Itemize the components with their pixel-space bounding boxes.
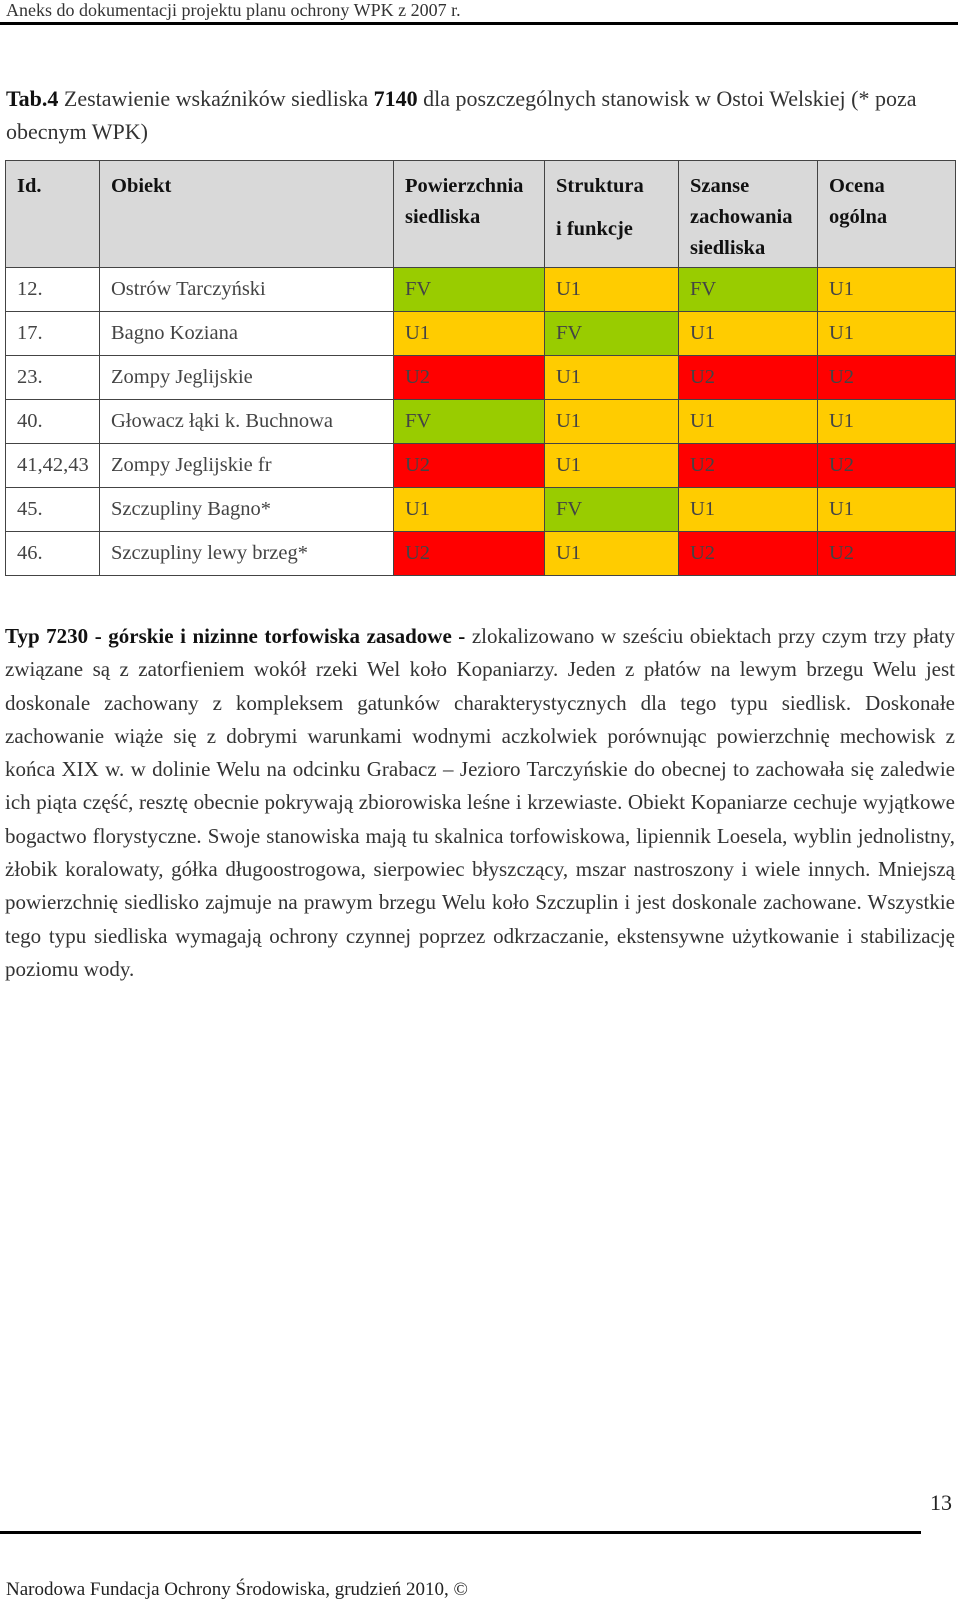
page-footer: Narodowa Fundacja Ochrony Środowiska, grudzień 2010, © [6, 1579, 468, 1600]
cell-id: 23. [6, 356, 100, 400]
header-szanse-line3: siedliska [690, 237, 766, 259]
cell-id: 41,42,43 [6, 444, 100, 488]
table-row [6, 444, 956, 488]
cell-powierzchnia: U2 [394, 532, 545, 576]
table-row [6, 312, 956, 356]
footer-rule [0, 1531, 921, 1534]
cell-id: 46. [6, 532, 100, 576]
habitat-7230-description [5, 620, 955, 986]
cell-szanse: U2 [679, 532, 818, 576]
cell-obiekt: Szczupliny lewy brzeg* [100, 532, 394, 576]
header-szanse-line2: zachowania [690, 206, 793, 228]
header-struktura-line1: Struktura [556, 175, 644, 197]
header-rule [0, 22, 958, 25]
header-powierzchnia [394, 161, 545, 268]
cell-powierzchnia: FV [394, 268, 545, 312]
caption-text-pre: Zestawienie wskaźników siedliska [58, 86, 374, 111]
paragraph-heading: Typ 7230 - górskie i nizinne torfowiska zasadowe - [5, 624, 466, 648]
header-obiekt: Obiekt [100, 161, 394, 268]
caption-label: Tab.4 [6, 86, 59, 111]
table-row [6, 488, 956, 532]
table-row [6, 356, 956, 400]
cell-ocena: U1 [818, 312, 956, 356]
cell-obiekt: Głowacz łąki k. Buchnowa [100, 400, 394, 444]
table-row [6, 532, 956, 576]
header-struktura-line2: i funkcje [556, 218, 633, 240]
cell-powierzchnia: U2 [394, 356, 545, 400]
cell-szanse: U1 [679, 400, 818, 444]
cell-struktura: U1 [545, 356, 679, 400]
caption-habitat-code: 7140 [373, 86, 418, 111]
cell-id: 45. [6, 488, 100, 532]
cell-obiekt: Ostrów Tarczyński [100, 268, 394, 312]
cell-struktura: U1 [545, 400, 679, 444]
cell-szanse: U1 [679, 488, 818, 532]
cell-obiekt: Zompy Jeglijskie [100, 356, 394, 400]
table-row [6, 268, 956, 312]
cell-id: 17. [6, 312, 100, 356]
cell-ocena: U1 [818, 268, 956, 312]
cell-ocena: U1 [818, 488, 956, 532]
header-szanse-line1: Szanse [690, 175, 750, 197]
header-szanse [679, 161, 818, 268]
caption-text-post: dla poszczególnych stanowisk w Ostoi Welskiej (* poza obecnym WPK) [6, 86, 917, 144]
cell-obiekt: Bagno Koziana [100, 312, 394, 356]
cell-struktura: FV [545, 488, 679, 532]
cell-powierzchnia: FV [394, 400, 545, 444]
cell-obiekt: Szczupliny Bagno* [100, 488, 394, 532]
table-caption [6, 82, 951, 148]
cell-obiekt: Zompy Jeglijskie fr [100, 444, 394, 488]
cell-ocena: U2 [818, 532, 956, 576]
cell-powierzchnia: U1 [394, 488, 545, 532]
header-ocena-line2: ogólna [829, 206, 888, 228]
table-row [6, 400, 956, 444]
cell-ocena: U2 [818, 444, 956, 488]
cell-ocena: U2 [818, 356, 956, 400]
cell-struktura: FV [545, 312, 679, 356]
header-powierzchnia-line1: Powierzchnia [405, 175, 524, 197]
cell-powierzchnia: U1 [394, 312, 545, 356]
cell-id: 12. [6, 268, 100, 312]
header-struktura [545, 161, 679, 268]
page-number: 13 [930, 1490, 952, 1515]
header-powierzchnia-line2: siedliska [405, 206, 481, 228]
paragraph-text: zlokalizowano w sześciu obiektach przy czym trzy płaty związane są z zatorfieniem wokół rzeki Wel koło Kopaniarzy. Jeden z płatów na lewym brzegu Welu jest doskonale zachowany z kompleksem gatunków charakterystycznych dla tego typu siedlisk. Doskonałe zachowanie wiąże się z dobrymi warunkami wodnymi aczkolwiek porównując powierzchnię mechowisk z końca XIX w. w dolinie Welu na odcinku Grabacz – Jezioro Tarczyńskie do obecnej to zachowała się zaledwie ich piąta część, resztę obecnie pokrywają zbiorowiska leśne i krzewiaste. Obiekt Kopaniarze cechuje wyjątkowe bogactwo florystyczne. Swoje stanowiska mają tu skalnica torfowiskowa, lipiennik Loesela, wyblin jednolistny, żłobik koralowaty, gółka długoostrogowa, sierpowiec błyszczący, mszar nastroszony i wiele innych. Mniejszą powierzchnię siedlisko zajmuje na prawym brzegu Welu koło Szczuplin i jest doskonale zachowane. Wszystkie tego typu siedliska wymagają ochrony czynnej poprzez odkrzaczanie, ekstensywne użytkowanie i stabilizację poziomu wody. [5, 624, 955, 981]
cell-struktura: U1 [545, 532, 679, 576]
cell-ocena: U1 [818, 400, 956, 444]
page-header: Aneks do dokumentacji projektu planu ochrony WPK z 2007 r. [6, 0, 461, 20]
cell-id: 40. [6, 400, 100, 444]
header-ocena [818, 161, 956, 268]
cell-struktura: U1 [545, 268, 679, 312]
cell-struktura: U1 [545, 444, 679, 488]
cell-szanse: U1 [679, 312, 818, 356]
habitat-indicators-table [5, 160, 956, 576]
header-ocena-line1: Ocena [829, 175, 885, 197]
cell-szanse: U2 [679, 444, 818, 488]
header-id: Id. [6, 161, 100, 268]
table-header-row [6, 161, 956, 268]
cell-szanse: U2 [679, 356, 818, 400]
cell-szanse: FV [679, 268, 818, 312]
cell-powierzchnia: U2 [394, 444, 545, 488]
